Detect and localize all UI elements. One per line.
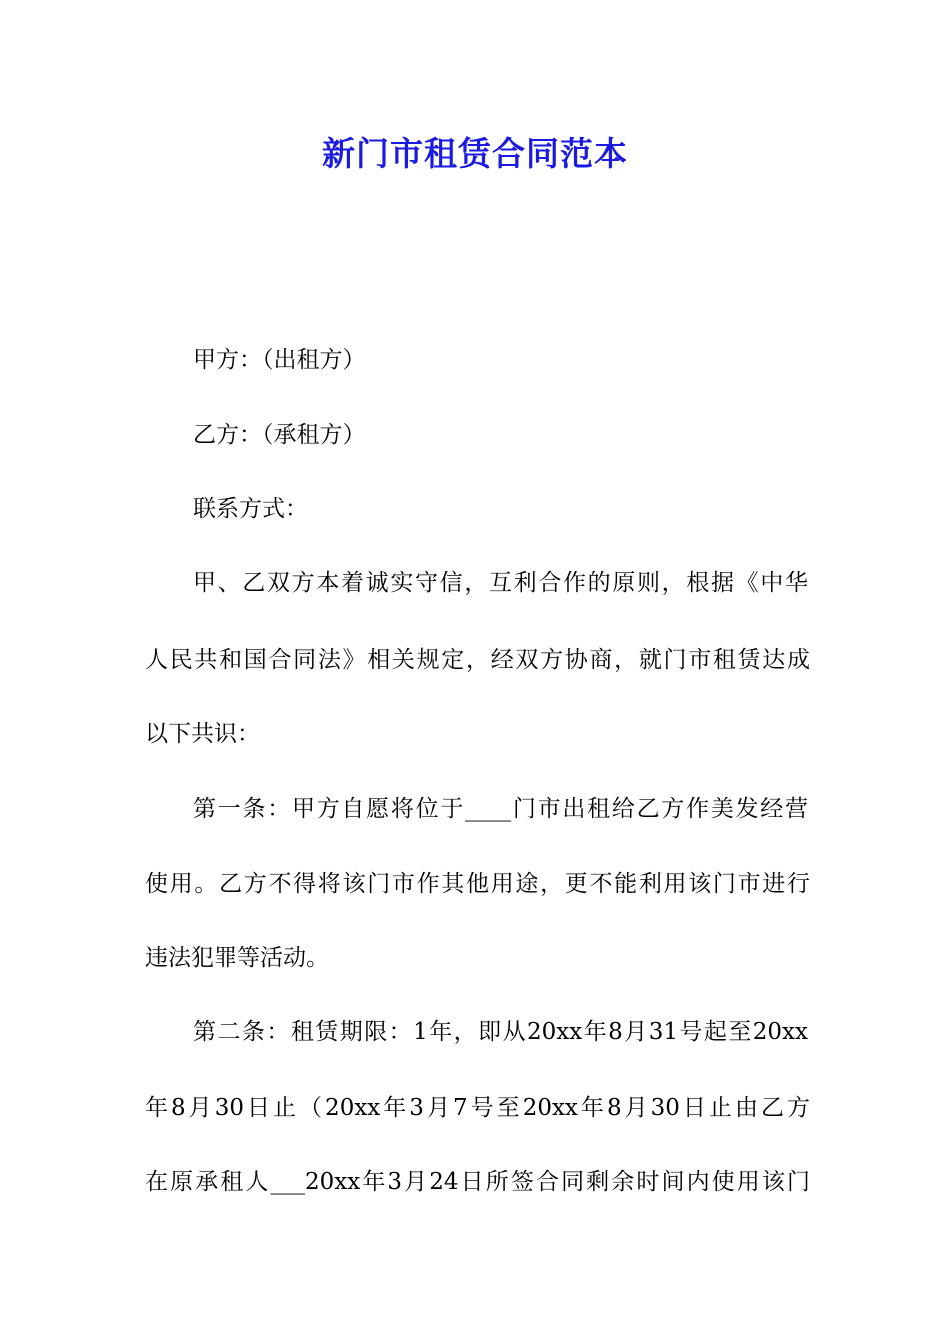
article-2-line-3: 在原承租人___20xx年3月24日所签合同剩余时间内使用该门 <box>145 1169 810 1195</box>
preamble-line-1: 甲、乙双方本着诚实守信，互利合作的原则，根据《中华 <box>193 570 808 596</box>
party-a-line: 甲方：（出租方） <box>193 347 366 373</box>
article-1-line-3: 违法犯罪等活动。 <box>145 945 329 971</box>
contact-line: 联系方式： <box>193 496 308 522</box>
document-title: 新门市租赁合同范本 <box>322 134 628 173</box>
preamble-line-3: 以下共识： <box>145 721 260 747</box>
preamble-line-2: 人民共和国合同法》相关规定，经双方协商，就门市租赁达成 <box>145 647 810 673</box>
article-1-line-2: 使用。乙方不得将该门市作其他用途，更不能利用该门市进行 <box>145 871 810 897</box>
article-2-line-1: 第二条：租赁期限：1年，即从20xx年8月31号起至20xx <box>193 1019 808 1045</box>
party-b-line: 乙方：（承租方） <box>193 422 366 448</box>
article-1-line-1: 第一条：甲方自愿将位于____门市出租给乙方作美发经营 <box>193 796 808 822</box>
article-2-line-2: 年8月30日止（20xx年3月7号至20xx年8月30日止由乙方 <box>145 1095 810 1121</box>
